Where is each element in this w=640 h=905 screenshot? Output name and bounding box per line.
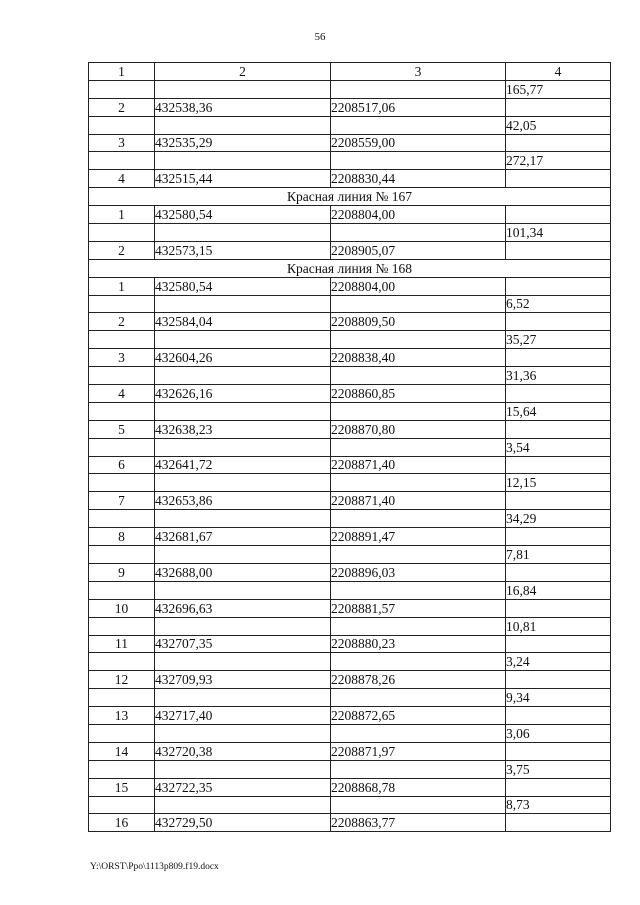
point-number: 7: [89, 492, 155, 510]
empty-cell: [331, 331, 506, 349]
segment-length-empty: [506, 599, 611, 617]
empty-cell: [89, 546, 155, 564]
table-header-row: [89, 63, 611, 81]
point-number: 13: [89, 707, 155, 725]
empty-cell: [89, 760, 155, 778]
empty-cell: [155, 331, 331, 349]
empty-cell: [155, 295, 331, 313]
segment-length: 101,34: [506, 224, 611, 242]
point-row: [89, 241, 611, 259]
empty-cell: [331, 116, 506, 134]
empty-cell: [331, 581, 506, 599]
segment-length: 12,15: [506, 474, 611, 492]
empty-cell: [331, 724, 506, 742]
segment-row: [89, 438, 611, 456]
point-row: [89, 170, 611, 188]
column-header-2: 2: [155, 63, 331, 81]
segment-row: [89, 653, 611, 671]
empty-cell: [331, 438, 506, 456]
segment-length: 3,54: [506, 438, 611, 456]
empty-cell: [89, 80, 155, 98]
empty-cell: [155, 402, 331, 420]
coordinate-y: 2208838,40: [331, 349, 506, 367]
empty-cell: [331, 510, 506, 528]
segment-length-empty: [506, 385, 611, 403]
point-row: [89, 385, 611, 403]
empty-cell: [89, 617, 155, 635]
point-number: 2: [89, 313, 155, 331]
empty-cell: [155, 152, 331, 170]
empty-cell: [155, 367, 331, 385]
coordinates-table: [88, 62, 611, 832]
point-row: [89, 599, 611, 617]
empty-cell: [89, 796, 155, 814]
segment-row: [89, 617, 611, 635]
empty-cell: [89, 438, 155, 456]
segment-length: 8,73: [506, 796, 611, 814]
coordinate-x: 432515,44: [155, 170, 331, 188]
coordinate-y: 2208860,85: [331, 385, 506, 403]
segment-length: 7,81: [506, 546, 611, 564]
point-number: 10: [89, 599, 155, 617]
empty-cell: [89, 689, 155, 707]
point-number: 3: [89, 349, 155, 367]
empty-cell: [155, 510, 331, 528]
coordinate-x: 432641,72: [155, 456, 331, 474]
empty-cell: [89, 295, 155, 313]
column-header-4: 4: [506, 63, 611, 81]
segment-length: 10,81: [506, 617, 611, 635]
segment-length-empty: [506, 98, 611, 116]
empty-cell: [155, 796, 331, 814]
segment-length-empty: [506, 456, 611, 474]
segment-length-empty: [506, 420, 611, 438]
coordinate-y: 2208863,77: [331, 814, 506, 832]
empty-cell: [331, 295, 506, 313]
segment-length: 3,75: [506, 760, 611, 778]
point-row: [89, 778, 611, 796]
empty-cell: [331, 152, 506, 170]
segment-row: [89, 510, 611, 528]
coordinate-x: 432688,00: [155, 563, 331, 581]
empty-cell: [89, 581, 155, 599]
empty-cell: [89, 510, 155, 528]
section-title: Красная линия № 167: [89, 188, 611, 206]
empty-cell: [331, 689, 506, 707]
coordinate-y: 2208905,07: [331, 241, 506, 259]
section-title-row: [89, 188, 611, 206]
coordinate-x: 432573,15: [155, 241, 331, 259]
point-number: 1: [89, 277, 155, 295]
point-number: 16: [89, 814, 155, 832]
point-row: [89, 671, 611, 689]
segment-length: 3,06: [506, 724, 611, 742]
coordinate-y: 2208880,23: [331, 635, 506, 653]
segment-length: 9,34: [506, 689, 611, 707]
coordinate-y: 2208517,06: [331, 98, 506, 116]
page-number: 56: [314, 31, 326, 43]
empty-cell: [155, 724, 331, 742]
empty-cell: [331, 546, 506, 564]
segment-row: [89, 581, 611, 599]
empty-cell: [331, 224, 506, 242]
coordinate-x: 432696,63: [155, 599, 331, 617]
empty-cell: [155, 116, 331, 134]
segment-length: 42,05: [506, 116, 611, 134]
empty-cell: [89, 116, 155, 134]
point-row: [89, 206, 611, 224]
point-row: [89, 707, 611, 725]
segment-row: [89, 116, 611, 134]
segment-length-empty: [506, 206, 611, 224]
coordinate-x: 432604,26: [155, 349, 331, 367]
point-number: 6: [89, 456, 155, 474]
coordinate-y: 2208870,80: [331, 420, 506, 438]
segment-row: [89, 331, 611, 349]
coordinate-x: 432722,35: [155, 778, 331, 796]
coordinate-y: 2208804,00: [331, 206, 506, 224]
table-body: [89, 80, 611, 831]
point-row: [89, 456, 611, 474]
empty-cell: [155, 438, 331, 456]
coordinate-y: 2208878,26: [331, 671, 506, 689]
empty-cell: [331, 796, 506, 814]
segment-length: 3,24: [506, 653, 611, 671]
file-path-footer: Y:\ORST\Ppo\1113p809.f19.docx: [90, 862, 219, 872]
empty-cell: [89, 724, 155, 742]
column-header-1: 1: [89, 63, 155, 81]
empty-cell: [89, 474, 155, 492]
segment-row: [89, 796, 611, 814]
coordinate-y: 2208871,40: [331, 492, 506, 510]
coordinate-x: 432638,23: [155, 420, 331, 438]
segment-row: [89, 295, 611, 313]
segment-length: 34,29: [506, 510, 611, 528]
empty-cell: [155, 80, 331, 98]
coordinate-y: 2208872,65: [331, 707, 506, 725]
point-row: [89, 313, 611, 331]
coordinate-x: 432709,93: [155, 671, 331, 689]
point-row: [89, 635, 611, 653]
empty-cell: [89, 224, 155, 242]
point-row: [89, 134, 611, 152]
empty-cell: [331, 760, 506, 778]
coordinate-x: 432720,38: [155, 742, 331, 760]
empty-cell: [89, 152, 155, 170]
segment-length-empty: [506, 349, 611, 367]
segment-length-empty: [506, 277, 611, 295]
segment-row: [89, 224, 611, 242]
segment-length-empty: [506, 778, 611, 796]
segment-length: 6,52: [506, 295, 611, 313]
segment-length-empty: [506, 814, 611, 832]
coordinate-x: 432729,50: [155, 814, 331, 832]
point-number: 11: [89, 635, 155, 653]
empty-cell: [155, 546, 331, 564]
point-row: [89, 277, 611, 295]
segment-length-empty: [506, 671, 611, 689]
point-number: 2: [89, 241, 155, 259]
empty-cell: [331, 617, 506, 635]
segment-length-empty: [506, 313, 611, 331]
segment-row: [89, 152, 611, 170]
point-number: 4: [89, 385, 155, 403]
segment-length: 35,27: [506, 331, 611, 349]
point-row: [89, 349, 611, 367]
point-row: [89, 420, 611, 438]
point-number: 15: [89, 778, 155, 796]
coordinate-y: 2208868,78: [331, 778, 506, 796]
empty-cell: [155, 617, 331, 635]
empty-cell: [89, 402, 155, 420]
segment-length-empty: [506, 563, 611, 581]
empty-cell: [89, 331, 155, 349]
coordinate-y: 2208871,97: [331, 742, 506, 760]
empty-cell: [331, 653, 506, 671]
point-row: [89, 563, 611, 581]
segment-length: 16,84: [506, 581, 611, 599]
point-number: 8: [89, 528, 155, 546]
point-number: 4: [89, 170, 155, 188]
empty-cell: [155, 689, 331, 707]
coordinate-y: 2208881,57: [331, 599, 506, 617]
segment-length: 15,64: [506, 402, 611, 420]
coordinate-x: 432626,16: [155, 385, 331, 403]
segment-length-empty: [506, 742, 611, 760]
segment-length-empty: [506, 707, 611, 725]
segment-length: 272,17: [506, 152, 611, 170]
segment-length-empty: [506, 528, 611, 546]
coordinate-x: 432707,35: [155, 635, 331, 653]
segment-row: [89, 689, 611, 707]
point-row: [89, 742, 611, 760]
coordinate-y: 2208896,03: [331, 563, 506, 581]
empty-cell: [331, 474, 506, 492]
point-number: 9: [89, 563, 155, 581]
coordinate-x: 432535,29: [155, 134, 331, 152]
coordinate-x: 432584,04: [155, 313, 331, 331]
coordinate-y: 2208871,40: [331, 456, 506, 474]
coordinate-y: 2208891,47: [331, 528, 506, 546]
point-number: 3: [89, 134, 155, 152]
segment-row: [89, 474, 611, 492]
coordinate-x: 432580,54: [155, 206, 331, 224]
empty-cell: [331, 367, 506, 385]
point-number: 2: [89, 98, 155, 116]
coordinate-y: 2208809,50: [331, 313, 506, 331]
segment-length-empty: [506, 134, 611, 152]
segment-length: 165,77: [506, 80, 611, 98]
segment-row: [89, 80, 611, 98]
empty-cell: [155, 760, 331, 778]
coordinate-x: 432653,86: [155, 492, 331, 510]
empty-cell: [155, 474, 331, 492]
segment-row: [89, 760, 611, 778]
empty-cell: [331, 80, 506, 98]
segment-row: [89, 402, 611, 420]
coordinate-x: 432538,36: [155, 98, 331, 116]
empty-cell: [331, 402, 506, 420]
coordinate-y: 2208830,44: [331, 170, 506, 188]
segment-length-empty: [506, 170, 611, 188]
segment-row: [89, 546, 611, 564]
coordinate-y: 2208559,00: [331, 134, 506, 152]
point-row: [89, 98, 611, 116]
section-title-row: [89, 259, 611, 277]
segment-row: [89, 724, 611, 742]
segment-row: [89, 367, 611, 385]
section-title: Красная линия № 168: [89, 259, 611, 277]
segment-length-empty: [506, 492, 611, 510]
coordinate-x: 432681,67: [155, 528, 331, 546]
segment-length: 31,36: [506, 367, 611, 385]
segment-length-empty: [506, 635, 611, 653]
point-number: 14: [89, 742, 155, 760]
point-number: 1: [89, 206, 155, 224]
empty-cell: [155, 224, 331, 242]
coordinate-x: 432717,40: [155, 707, 331, 725]
empty-cell: [89, 367, 155, 385]
point-row: [89, 814, 611, 832]
coordinate-x: 432580,54: [155, 277, 331, 295]
empty-cell: [155, 653, 331, 671]
point-number: 12: [89, 671, 155, 689]
empty-cell: [89, 653, 155, 671]
point-row: [89, 492, 611, 510]
column-header-3: 3: [331, 63, 506, 81]
segment-length-empty: [506, 241, 611, 259]
empty-cell: [155, 581, 331, 599]
point-row: [89, 528, 611, 546]
coordinate-y: 2208804,00: [331, 277, 506, 295]
point-number: 5: [89, 420, 155, 438]
